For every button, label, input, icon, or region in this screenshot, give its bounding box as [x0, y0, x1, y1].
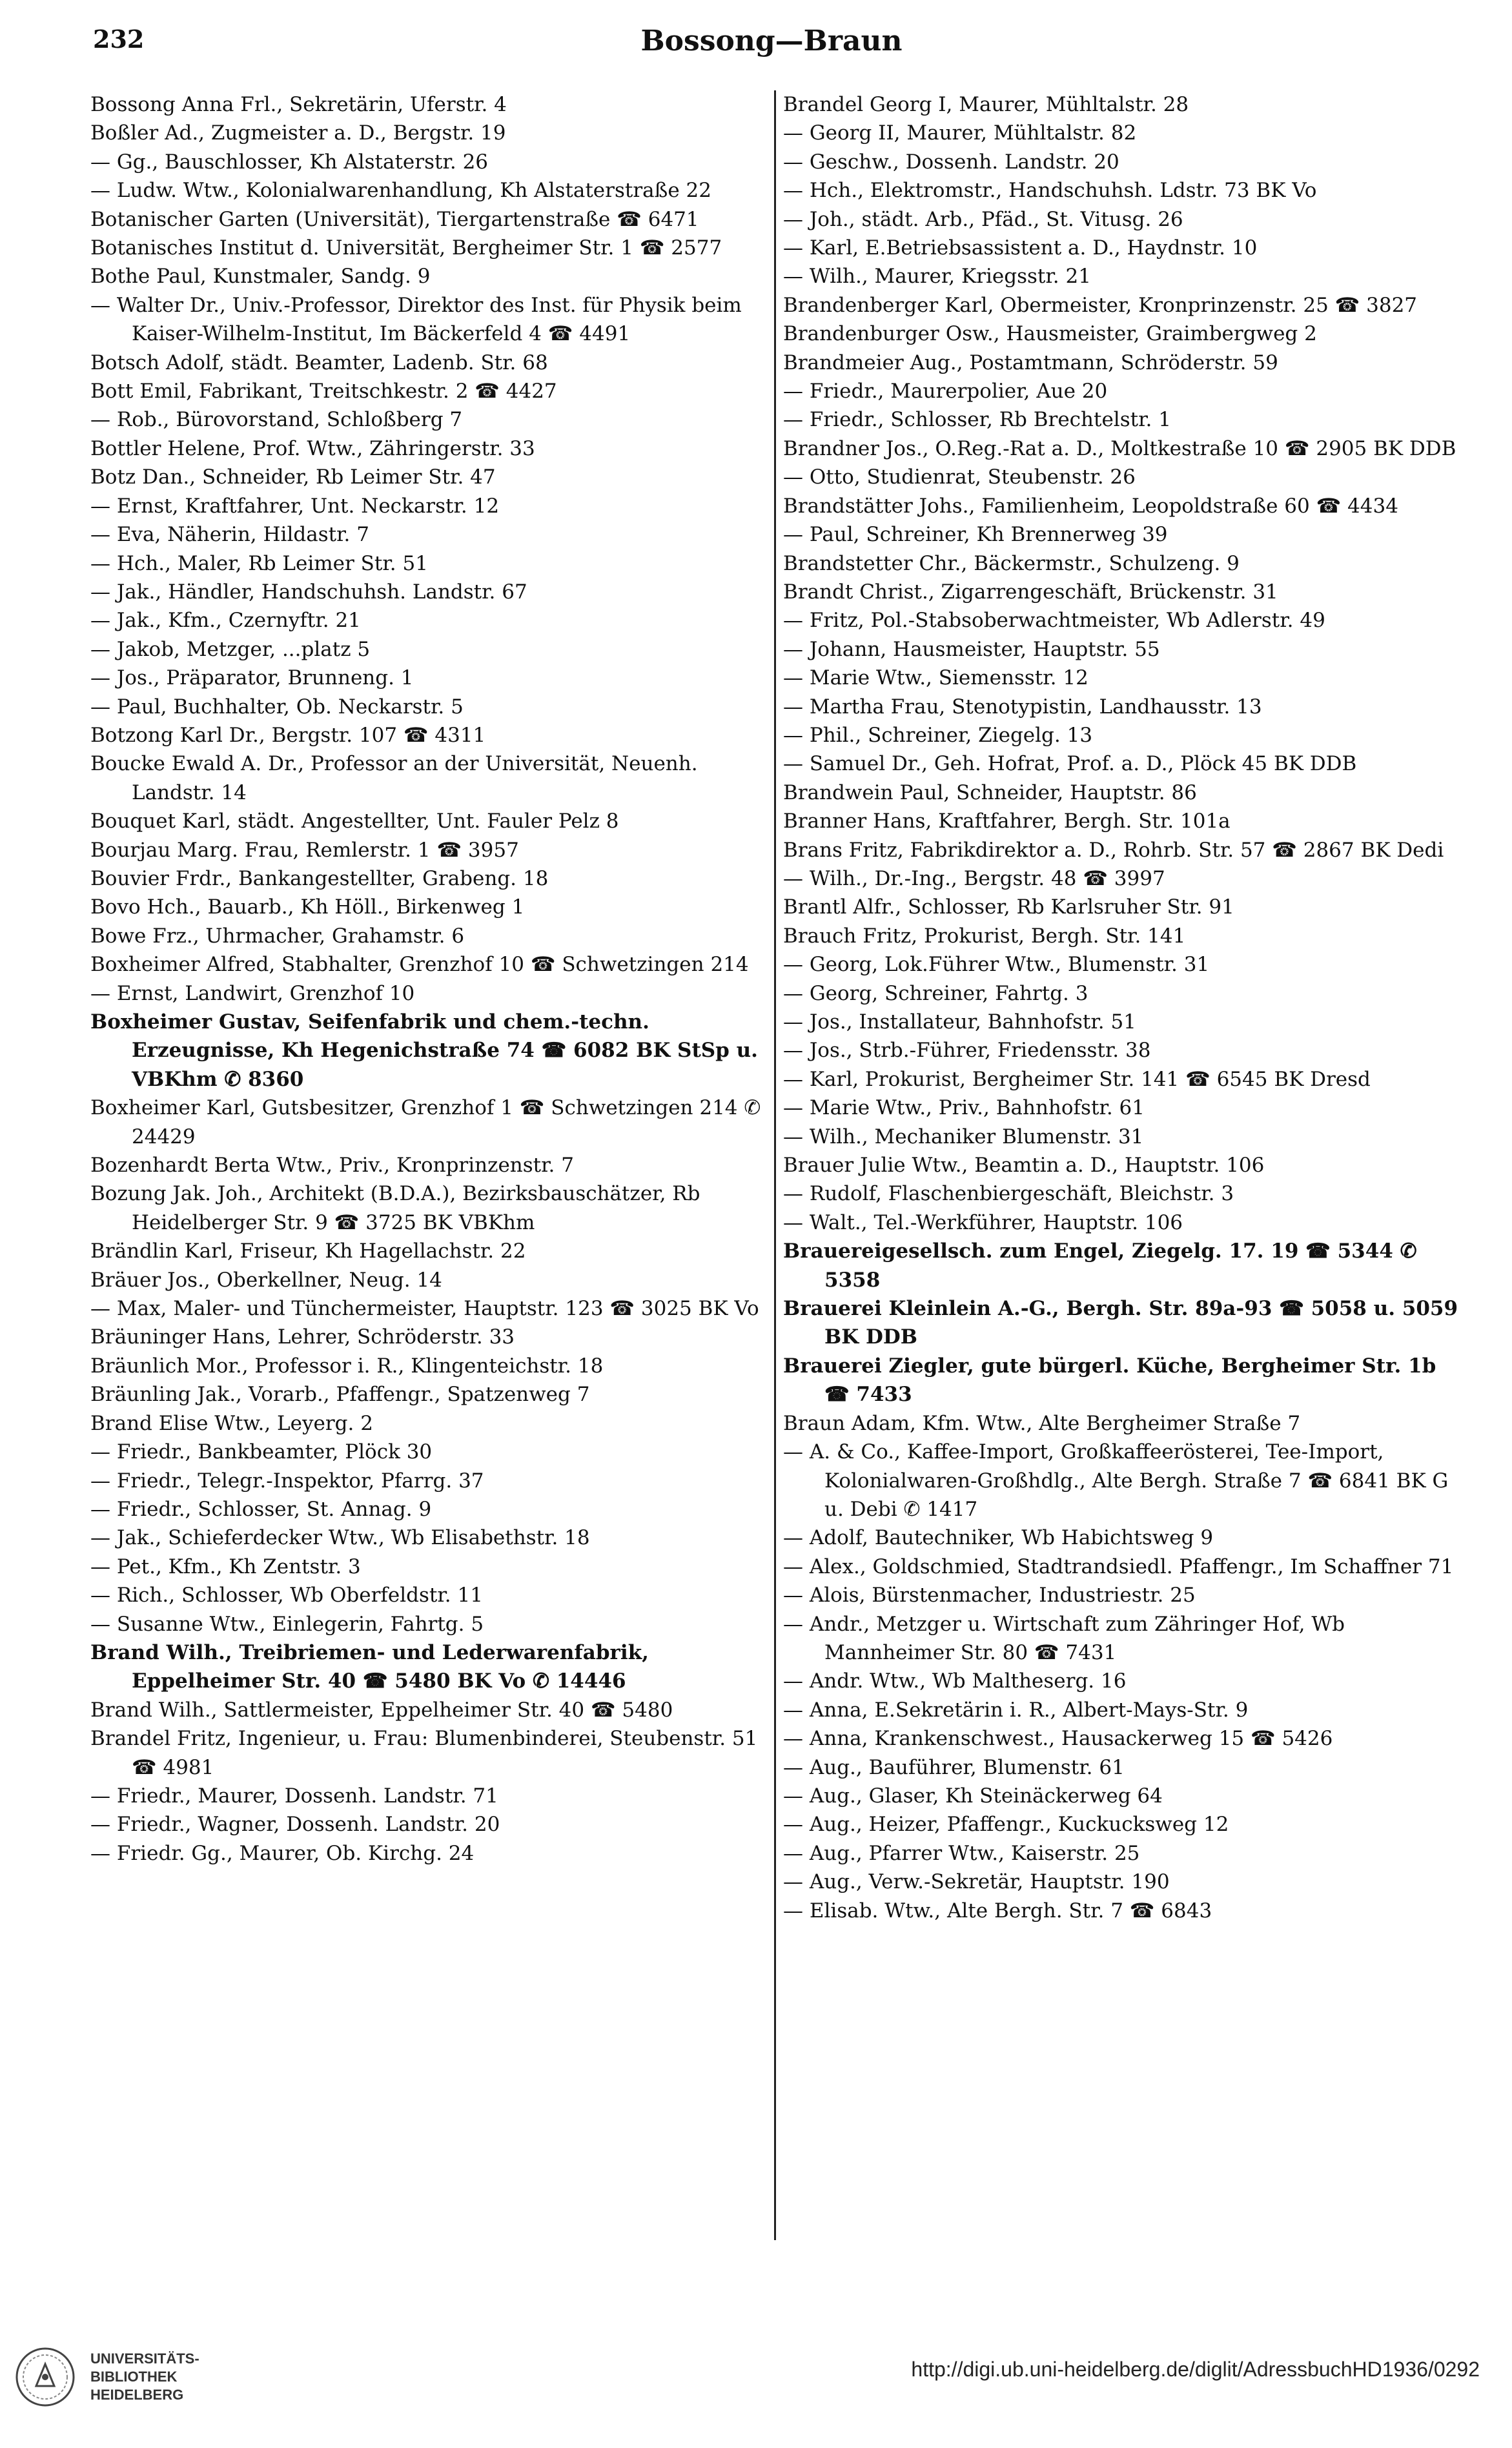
directory-entry: — Elisab. Wtw., Alte Bergh. Str. 7 ☎ 6843 — [783, 1899, 1212, 1923]
directory-entry: Boucke Ewald A. Dr., Professor an der Universität, Neuenh. Landstr. 14 — [90, 752, 698, 804]
directory-entry: Bourjau Marg. Frau, Remlerstr. 1 ☎ 3957 — [90, 838, 519, 862]
directory-entry: — Karl, Prokurist, Bergheimer Str. 141 ☎ 6545 BK Dresd — [783, 1067, 1371, 1091]
directory-entry: — Adolf, Bautechniker, Wb Habichtsweg 9 — [783, 1526, 1214, 1550]
directory-entry: Brandstetter Chr., Bäckermstr., Schulzeng. 9 — [783, 551, 1240, 575]
directory-entry: Bouquet Karl, städt. Angestellter, Unt. Fauler Pelz 8 — [90, 810, 619, 833]
directory-entry: — Jak., Händler, Handschuhsh. Landstr. 67 — [90, 580, 527, 604]
directory-entry: Boxheimer Gustav, Seifenfabrik und chem.-techn. Erzeugnisse, Kh Hegenichstraße 74 ☎ 6082 BK StSp u. VBKhm ✆ 8360 — [90, 1010, 758, 1091]
directory-entry: — Aug., Bauführer, Blumenstr. 61 — [783, 1755, 1125, 1779]
directory-entry: — Phil., Schreiner, Ziegelg. 13 — [783, 723, 1093, 747]
directory-entry: Brauereigesellsch. zum Engel, Ziegelg. 17. 19 ☎ 5344 ✆ 5358 — [783, 1239, 1417, 1292]
directory-entry: — Eva, Näherin, Hildastr. 7 — [90, 523, 369, 547]
source-url-link[interactable]: http://digi.ub.uni-heidelberg.de/diglit/AdressbuchHD1936/0292 — [911, 2358, 1480, 2381]
directory-entry: — Aug., Pfarrer Wtw., Kaiserstr. 25 — [783, 1841, 1140, 1865]
directory-entry: — Geschw., Dossenh. Landstr. 20 — [783, 150, 1119, 174]
library-logo-text — [90, 2350, 199, 2404]
directory-entry: — Friedr. Gg., Maurer, Ob. Kirchg. 24 — [90, 1841, 475, 1865]
directory-entry: Botz Dan., Schneider, Rb Leimer Str. 47 — [90, 465, 496, 489]
directory-entry: — Jak., Schieferdecker Wtw., Wb Elisabethstr. 18 — [90, 1526, 590, 1550]
directory-entry: Brandner Jos., O.Reg.-Rat a. D., Moltkestraße 10 ☎ 2905 BK DDB — [783, 436, 1456, 460]
directory-entry: — Pet., Kfm., Kh Zentstr. 3 — [90, 1555, 361, 1578]
directory-entry: — Walt., Tel.-Werkführer, Hauptstr. 106 — [783, 1210, 1183, 1234]
directory-entry: Bräuninger Hans, Lehrer, Schröderstr. 33 — [90, 1325, 515, 1349]
directory-entry: — Ernst, Landwirt, Grenzhof 10 — [90, 981, 415, 1005]
directory-entry: — Johann, Hausmeister, Hauptstr. 55 — [783, 637, 1160, 661]
directory-entry: — Friedr., Maurer, Dossenh. Landstr. 71 — [90, 1784, 498, 1808]
directory-entry: — Andr., Metzger u. Wirtschaft zum Zähringer Hof, Wb Mannheimer Str. 80 ☎ 7431 — [783, 1612, 1345, 1664]
directory-entry: — A. & Co., Kaffee-Import, Großkaffeerösterei, Tee-Import, Kolonialwaren-Großhdlg., Alte Bergh. Straße 7 ☎ 6841 BK G u. Debi ✆ 1417 — [783, 1440, 1449, 1521]
directory-entry: Brandenburger Osw., Hausmeister, Graimbergweg 2 — [783, 322, 1317, 346]
directory-entry: — Walter Dr., Univ.-Professor, Direktor des Inst. für Physik beim Kaiser-Wilhelm-Institut, Im Bäckerfeld 4 ☎ 4491 — [90, 293, 742, 346]
directory-entry: — Wilh., Maurer, Kriegsstr. 21 — [783, 265, 1091, 289]
directory-entry: — Aug., Glaser, Kh Steinäckerweg 64 — [783, 1784, 1163, 1808]
directory-entry: — Georg, Lok.Führer Wtw., Blumenstr. 31 — [783, 953, 1210, 977]
page-footer — [0, 2331, 1512, 2448]
directory-entry: — Rob., Bürovorstand, Schloßberg 7 — [90, 408, 463, 432]
directory-entry: — Max, Maler- und Tünchermeister, Hauptstr. 123 ☎ 3025 BK Vo — [90, 1297, 759, 1321]
directory-entry: — Hch., Elektromstr., Handschuhsh. Ldstr. 73 BK Vo — [783, 179, 1317, 203]
directory-entry: — Anna, Krankenschwest., Hausackerweg 15 ☎ 5426 — [783, 1727, 1333, 1751]
directory-entry: — Alois, Bürstenmacher, Industriestr. 25 — [783, 1584, 1196, 1607]
university-seal-icon — [14, 2346, 76, 2408]
directory-entry: — Jos., Präparator, Brunneng. 1 — [90, 666, 414, 690]
directory-entry: — Joh., städt. Arb., Pfäd., St. Vitusg. 26 — [783, 207, 1183, 231]
directory-entry: — Aug., Heizer, Pfaffengr., Kuckucksweg 12 — [783, 1813, 1229, 1837]
directory-entry: Brand Wilh., Treibriemen- und Lederwarenfabrik, Eppelheimer Str. 40 ☎ 5480 BK Vo ✆ 14446 — [90, 1640, 649, 1693]
directory-entry: Brantl Alfr., Schlosser, Rb Karlsruher Str. 91 — [783, 895, 1234, 919]
directory-entry: Botanischer Garten (Universität), Tiergartenstraße ☎ 6471 — [90, 207, 699, 231]
directory-entry: — Jos., Strb.-Führer, Friedensstr. 38 — [783, 1039, 1151, 1063]
directory-entry: — Friedr., Maurerpolier, Aue 20 — [783, 380, 1108, 403]
directory-entry: — Otto, Studienrat, Steubenstr. 26 — [783, 465, 1136, 489]
directory-entry: — Alex., Goldschmied, Stadtrandsiedl. Pfaffengr., Im Schaffner 71 — [783, 1555, 1454, 1578]
directory-entry: Brandel Fritz, Ingenieur, u. Frau: Blumenbinderei, Steubenstr. 51 ☎ 4981 — [90, 1727, 758, 1779]
directory-entry: — Jakob, Metzger, ...platz 5 — [90, 637, 371, 661]
directory-entry: — Hch., Maler, Rb Leimer Str. 51 — [90, 551, 428, 575]
directory-entry: Brandstätter Johs., Familienheim, Leopoldstraße 60 ☎ 4434 — [783, 494, 1398, 518]
directory-entry: Bottler Helene, Prof. Wtw., Zähringerstr. 33 — [90, 436, 535, 460]
directory-entry: Botsch Adolf, städt. Beamter, Ladenb. Str. 68 — [90, 351, 548, 374]
directory-entry: — Ludw. Wtw., Kolonialwarenhandlung, Kh Alstaterstraße 22 — [90, 179, 711, 203]
directory-entry: Bott Emil, Fabrikant, Treitschkestr. 2 ☎ 4427 — [90, 380, 557, 403]
directory-entry: Brand Wilh., Sattlermeister, Eppelheimer Str. 40 ☎ 5480 — [90, 1698, 673, 1722]
directory-entry: Brauch Fritz, Prokurist, Bergh. Str. 141 — [783, 924, 1186, 948]
library-name-line-3: HEIDELBERG — [90, 2387, 184, 2403]
directory-entry: — Georg II, Maurer, Mühltalstr. 82 — [783, 121, 1137, 145]
directory-entry: Bouvier Frdr., Bankangestellter, Grabeng. 18 — [90, 866, 549, 890]
directory-entry: Brandel Georg I, Maurer, Mühltalstr. 28 — [783, 93, 1189, 116]
directory-entry: — Gg., Bauschlosser, Kh Alstaterstr. 26 — [90, 150, 489, 174]
directory-entry: Bozenhardt Berta Wtw., Priv., Kronprinzenstr. 7 — [90, 1154, 574, 1178]
directory-entry: Brändlin Karl, Friseur, Kh Hagellachstr. 22 — [90, 1239, 526, 1263]
directory-entry: Braun Adam, Kfm. Wtw., Alte Bergheimer Straße 7 — [783, 1411, 1301, 1435]
directory-entry: Bowe Frz., Uhrmacher, Grahamstr. 6 — [90, 924, 465, 948]
directory-entry: — Paul, Buchhalter, Ob. Neckarstr. 5 — [90, 695, 464, 719]
directory-entry: — Jak., Kfm., Czernyftr. 21 — [90, 609, 361, 633]
library-name-line-1: UNIVERSITÄTS- — [90, 2351, 199, 2367]
directory-entry: Brandenberger Karl, Obermeister, Kronprinzenstr. 25 ☎ 3827 — [783, 293, 1418, 317]
directory-entry: Brans Fritz, Fabrikdirektor a. D., Rohrb. Str. 57 ☎ 2867 BK Dedi — [783, 838, 1444, 862]
directory-entry: Brandt Christ., Zigarrengeschäft, Brückenstr. 31 — [783, 580, 1278, 604]
directory-entry: Boßler Ad., Zugmeister a. D., Bergstr. 19 — [90, 121, 506, 145]
directory-entry: Brand Elise Wtw., Leyerg. 2 — [90, 1411, 373, 1435]
library-name-line-2: BIBLIOTHEK — [90, 2369, 178, 2385]
directory-entry: — Friedr., Schlosser, St. Annag. 9 — [90, 1497, 432, 1521]
directory-entry: — Friedr., Wagner, Dossenh. Landstr. 20 — [90, 1813, 500, 1837]
directory-entry: — Friedr., Schlosser, Rb Brechtelstr. 1 — [783, 408, 1171, 432]
page-header — [77, 25, 1466, 70]
directory-entry: — Jos., Installateur, Bahnhofstr. 51 — [783, 1010, 1136, 1034]
directory-entry: Bräunling Jak., Vorarb., Pfaffengr., Spatzenweg 7 — [90, 1383, 590, 1407]
directory-entry: Bossong Anna Frl., Sekretärin, Uferstr. 4 — [90, 93, 507, 116]
directory-entry: — Wilh., Dr.-Ing., Bergstr. 48 ☎ 3997 — [783, 866, 1165, 890]
directory-entry: — Friedr., Bankbeamter, Plöck 30 — [90, 1440, 433, 1464]
directory-entry: — Ernst, Kraftfahrer, Unt. Neckarstr. 12 — [90, 494, 500, 518]
right-column — [783, 90, 1464, 2240]
directory-entry: — Anna, E.Sekretärin i. R., Albert-Mays-Str. 9 — [783, 1698, 1249, 1722]
directory-entry: — Aug., Verw.-Sekretär, Hauptstr. 190 — [783, 1870, 1170, 1894]
directory-entry: — Georg, Schreiner, Fahrtg. 3 — [783, 981, 1088, 1005]
directory-entry: Bozung Jak. Joh., Architekt (B.D.A.), Bezirksbauschätzer, Rb Heidelberger Str. 9 ☎ 3725 BK VBKhm — [90, 1182, 700, 1234]
directory-entry: — Marie Wtw., Priv., Bahnhofstr. 61 — [783, 1096, 1145, 1120]
directory-entry: — Samuel Dr., Geh. Hofrat, Prof. a. D., Plöck 45 BK DDB — [783, 752, 1357, 776]
directory-entry: — Martha Frau, Stenotypistin, Landhausstr. 13 — [783, 695, 1262, 719]
directory-entry: Bräuer Jos., Oberkellner, Neug. 14 — [90, 1268, 442, 1292]
directory-entry: Bothe Paul, Kunstmaler, Sandg. 9 — [90, 265, 431, 289]
directory-entry: Brandwein Paul, Schneider, Hauptstr. 86 — [783, 780, 1197, 804]
directory-entry: — Susanne Wtw., Einlegerin, Fahrtg. 5 — [90, 1612, 484, 1636]
directory-entry: — Rich., Schlosser, Wb Oberfeldstr. 11 — [90, 1584, 483, 1607]
directory-entry: Botanisches Institut d. Universität, Bergheimer Str. 1 ☎ 2577 — [90, 236, 722, 260]
directory-entry: — Karl, E.Betriebsassistent a. D., Haydnstr. 10 — [783, 236, 1258, 260]
directory-entry: — Marie Wtw., Siemensstr. 12 — [783, 666, 1088, 690]
directory-entry: Boxheimer Alfred, Stabhalter, Grenzhof 10 ☎ Schwetzingen 214 — [90, 953, 749, 977]
column-divider — [774, 90, 776, 2240]
directory-entry: Bovo Hch., Bauarb., Kh Höll., Birkenweg 1 — [90, 895, 525, 919]
directory-entry: Brauerei Kleinlein A.-G., Bergh. Str. 89a-93 ☎ 5058 u. 5059 BK DDB — [783, 1297, 1458, 1349]
directory-entry: — Andr. Wtw., Wb Maltheserg. 16 — [783, 1669, 1127, 1693]
directory-entry: — Fritz, Pol.-Stabsoberwachtmeister, Wb Adlerstr. 49 — [783, 609, 1325, 633]
directory-entry: Bräunlich Mor., Professor i. R., Klingenteichstr. 18 — [90, 1354, 604, 1378]
directory-entry: Boxheimer Karl, Gutsbesitzer, Grenzhof 1 ☎ Schwetzingen 214 ✆ 24429 — [90, 1096, 761, 1148]
directory-entry: — Wilh., Mechaniker Blumenstr. 31 — [783, 1125, 1144, 1148]
left-column — [90, 90, 771, 2240]
directory-entry: — Paul, Schreiner, Kh Brennerweg 39 — [783, 523, 1168, 547]
directory-entry: Botzong Karl Dr., Bergstr. 107 ☎ 4311 — [90, 723, 486, 747]
directory-entry: Branner Hans, Kraftfahrer, Bergh. Str. 101a — [783, 810, 1231, 833]
directory-entry: — Friedr., Telegr.-Inspektor, Pfarrg. 37 — [90, 1469, 484, 1493]
directory-entry: — Rudolf, Flaschenbiergeschäft, Bleichstr. 3 — [783, 1182, 1234, 1206]
directory-entry: Brauer Julie Wtw., Beamtin a. D., Hauptstr. 106 — [783, 1154, 1265, 1178]
page-number: 232 — [93, 25, 145, 54]
running-title: Bossong—Braun — [640, 25, 903, 57]
directory-entry: Brauerei Ziegler, gute bürgerl. Küche, Bergheimer Str. 1b ☎ 7433 — [783, 1354, 1436, 1407]
directory-entry: Brandmeier Aug., Postamtmann, Schröderstr. 59 — [783, 351, 1278, 374]
